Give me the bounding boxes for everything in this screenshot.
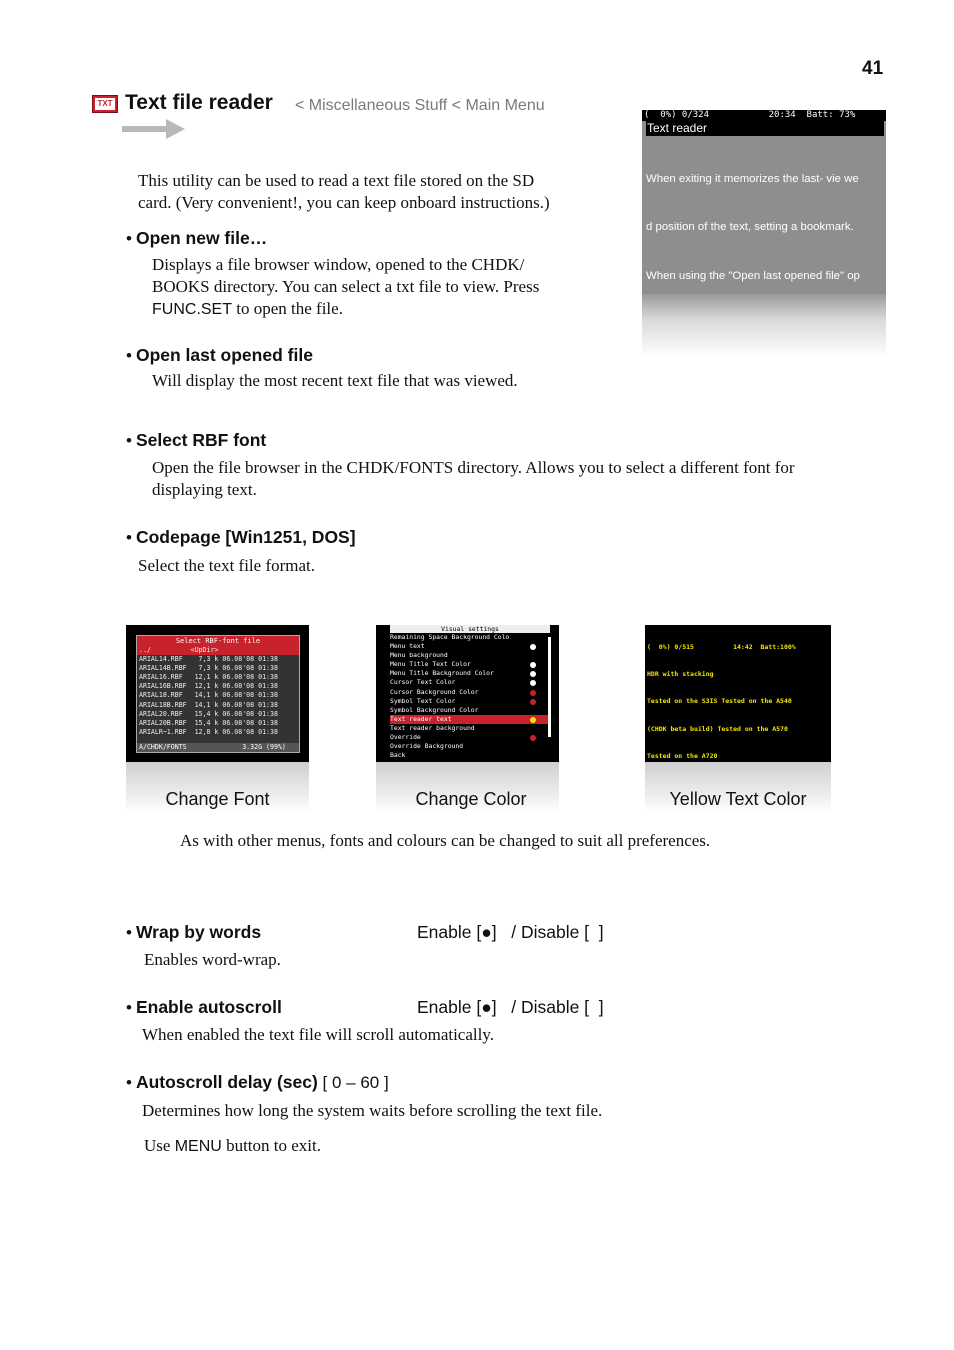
menu-item	[390, 751, 550, 760]
menu-item	[390, 669, 550, 678]
color-swatch-icon	[530, 699, 536, 705]
file-row: ARIAL14B.RBF 7,3 k 06.08'08 01:38	[139, 664, 278, 673]
menu-item	[390, 642, 550, 651]
key-name: MENU	[174, 1138, 222, 1155]
menu-item-label: Override Background	[390, 742, 464, 751]
exit-note-pre: Use	[144, 1136, 175, 1155]
exit-note-post: button to exit.	[221, 1136, 321, 1155]
item-title: Codepage [Win1251, DOS]	[135, 527, 356, 547]
file-row: ../ <UpDir>	[137, 646, 299, 655]
color-swatch-icon	[530, 662, 536, 668]
bullet-mark: •	[126, 431, 132, 450]
key-name: FUNC.SET	[152, 301, 232, 318]
autoscroll-option-values: Enable [●] / Disable [ ]	[417, 997, 604, 1017]
menu-item	[390, 742, 550, 751]
item-title: Open last opened file	[135, 345, 313, 365]
menu-item-label: Menu text	[390, 642, 425, 651]
reader-line: Tested on the S3IS Tested on the A540	[647, 697, 792, 706]
reader-line: When exiting it memorizes the last- vie we	[646, 172, 859, 185]
page-title: Text file reader	[125, 91, 273, 114]
item-title: Wrap by words	[135, 922, 262, 942]
bullet-open-last-file	[126, 345, 313, 366]
menu-item-label: Symbol Background Color	[390, 705, 479, 714]
file-row: ARIAL16B.RBF 12,1 k 06.08'08 01:38	[139, 682, 278, 691]
item-description	[152, 254, 622, 321]
menu-item-label: Symbol Text Color	[390, 696, 456, 705]
menu-item-label: Menu Title Background Color	[390, 669, 494, 678]
menu-item	[390, 678, 550, 687]
reader-line: HDR with stacking	[647, 670, 714, 679]
menu-scrollbar	[548, 637, 551, 737]
item-description	[152, 457, 892, 501]
txt-file-icon	[92, 95, 118, 113]
exit-note	[144, 1135, 321, 1158]
yellow-text-screenshot	[645, 625, 831, 762]
description-line: BOOKS directory. You can select a txt file to view. Press	[152, 277, 540, 296]
arrow-right-icon	[122, 118, 186, 140]
reader-title: Text reader	[646, 121, 884, 136]
item-description: When enabled the text file will scroll automatically.	[142, 1025, 494, 1044]
menu-item	[390, 724, 550, 733]
item-title: Open new file…	[135, 228, 268, 248]
reader-line: ( 0%) 0/515 14:42 Batt:100%	[647, 643, 796, 652]
description-line: Displays a file browser window, opened to the CHDK/	[152, 255, 525, 274]
item-title: Select RBF font	[135, 430, 267, 450]
file-row: ARIAL20B.RBF 15,4 k 06.08'08 01:38	[139, 718, 278, 727]
bullet-mark: •	[126, 1073, 132, 1092]
bullet-enable-autoscroll	[126, 997, 282, 1018]
menu-item	[390, 706, 550, 715]
wrap-option-values: Enable [●] / Disable [ ]	[417, 922, 604, 942]
item-description: Determines how long the system waits before scrolling the text file.	[142, 1101, 603, 1120]
menu-item-label: Menu background	[390, 651, 448, 660]
description-line: displaying text.	[152, 480, 257, 499]
menu-item	[390, 715, 550, 724]
menu-title: Visual settings	[390, 625, 550, 633]
bullet-wrap-by-words	[126, 922, 261, 943]
color-swatch-icon	[530, 717, 536, 723]
color-swatch-icon	[530, 735, 536, 741]
color-swatch-icon	[530, 680, 536, 686]
page-number: 41	[862, 58, 884, 79]
status-bar: ( 0%) 0/324 20:34 Batt: 73%	[642, 110, 886, 121]
caption-change-color: Change Color	[415, 789, 527, 809]
menu-item-label: Remaining Space Background Colo	[390, 633, 510, 641]
bullet-mark: •	[126, 346, 132, 365]
delay-range: [ 0 – 60 ]	[317, 1073, 389, 1092]
intro-line: card. (Very convenient!, you can keep onboard instructions.)	[138, 193, 550, 212]
color-swatch-icon	[530, 644, 536, 650]
reader-line: When using the "Open last opened file" op	[646, 270, 860, 283]
reader-line: Tested on the A720	[647, 751, 718, 760]
item-title: Enable autoscroll	[135, 997, 282, 1017]
item-description: Select the text file format.	[138, 556, 316, 575]
file-row: ARIAL20.RBF 15,4 k 06.08'08 01:38	[139, 709, 278, 718]
menu-item-label: Cursor Background Color	[390, 687, 479, 696]
file-row: ARIAL16.RBF 12,1 k 06.08'08 01:38	[139, 673, 278, 682]
description-line	[152, 298, 622, 321]
color-swatch-icon	[530, 690, 536, 696]
font-browser-footer: A/CHDK/FONTS 3.32G (99%)	[137, 743, 299, 752]
change-font-screenshot	[126, 625, 309, 762]
item-description: Enables word-wrap.	[144, 950, 281, 969]
bullet-autoscroll-delay	[126, 1072, 389, 1093]
reader-line: d position of the text, setting a bookmark.	[646, 221, 854, 234]
file-row: ARIAL18B.RBF 14,1 k 06.08'08 01:38	[139, 700, 278, 709]
file-row: ARIALR~1.RBF 12,8 k 06.08'08 01:38	[139, 727, 278, 736]
menu-item-label: Back	[390, 751, 406, 760]
text-reader-screenshot	[642, 110, 886, 294]
reader-text	[646, 138, 886, 294]
menu-item-label: Text reader text	[390, 714, 452, 723]
menu-item	[390, 633, 550, 642]
menu-item	[390, 697, 550, 706]
gallery-note: As with other menus, fonts and colours can be changed to suit all preferences.	[180, 831, 711, 850]
menu-item-label: Cursor Text Color	[390, 678, 456, 687]
txt-icon-label: TXT	[95, 98, 115, 110]
color-swatch-icon	[530, 671, 536, 677]
description-tail: to open the file.	[232, 299, 343, 318]
screenshot-reflection	[642, 294, 886, 356]
breadcrumb: < Miscellaneous Stuff < Main Menu	[295, 97, 545, 114]
bullet-mark: •	[126, 998, 132, 1017]
reader-line: (CHDK beta build) Tested on the A570	[647, 724, 788, 733]
menu-item-label: Override	[390, 733, 421, 742]
yellow-reader-text	[647, 625, 831, 762]
bullet-select-rbf-font	[126, 430, 266, 451]
intro-line: This utility can be used to read a text file stored on the SD	[138, 171, 535, 190]
caption-yellow-text-color: Yellow Text Color	[669, 789, 807, 809]
item-title: Autoscroll delay (sec)	[135, 1072, 318, 1092]
description-line: Open the file browser in the CHDK/FONTS directory. Allows you to select a different font for	[152, 458, 795, 477]
change-color-screenshot	[376, 625, 559, 762]
visual-settings-menu	[390, 625, 550, 760]
bullet-open-new-file	[126, 228, 267, 249]
bullet-mark: •	[126, 229, 132, 248]
bullet-codepage	[126, 527, 356, 548]
menu-item	[390, 651, 550, 660]
intro-paragraph	[138, 170, 618, 214]
bullet-mark: •	[126, 528, 132, 547]
menu-item-label: Text reader background	[390, 723, 475, 732]
menu-item	[390, 660, 550, 669]
menu-item	[390, 733, 550, 742]
file-row: ARIAL18.RBF 14,1 k 06.08'08 01:38	[139, 691, 278, 700]
file-row: ARIAL14.RBF 7,3 k 06.08'08 01:38	[139, 655, 278, 664]
item-description: Will display the most recent text file that was viewed.	[152, 371, 518, 390]
font-browser-title: Select RBF-font file	[137, 636, 299, 646]
caption-change-font: Change Font	[165, 789, 270, 809]
font-browser	[136, 635, 300, 753]
menu-item-label: Menu Title Text Color	[390, 660, 471, 669]
menu-item	[390, 688, 550, 697]
bullet-mark: •	[126, 923, 132, 942]
